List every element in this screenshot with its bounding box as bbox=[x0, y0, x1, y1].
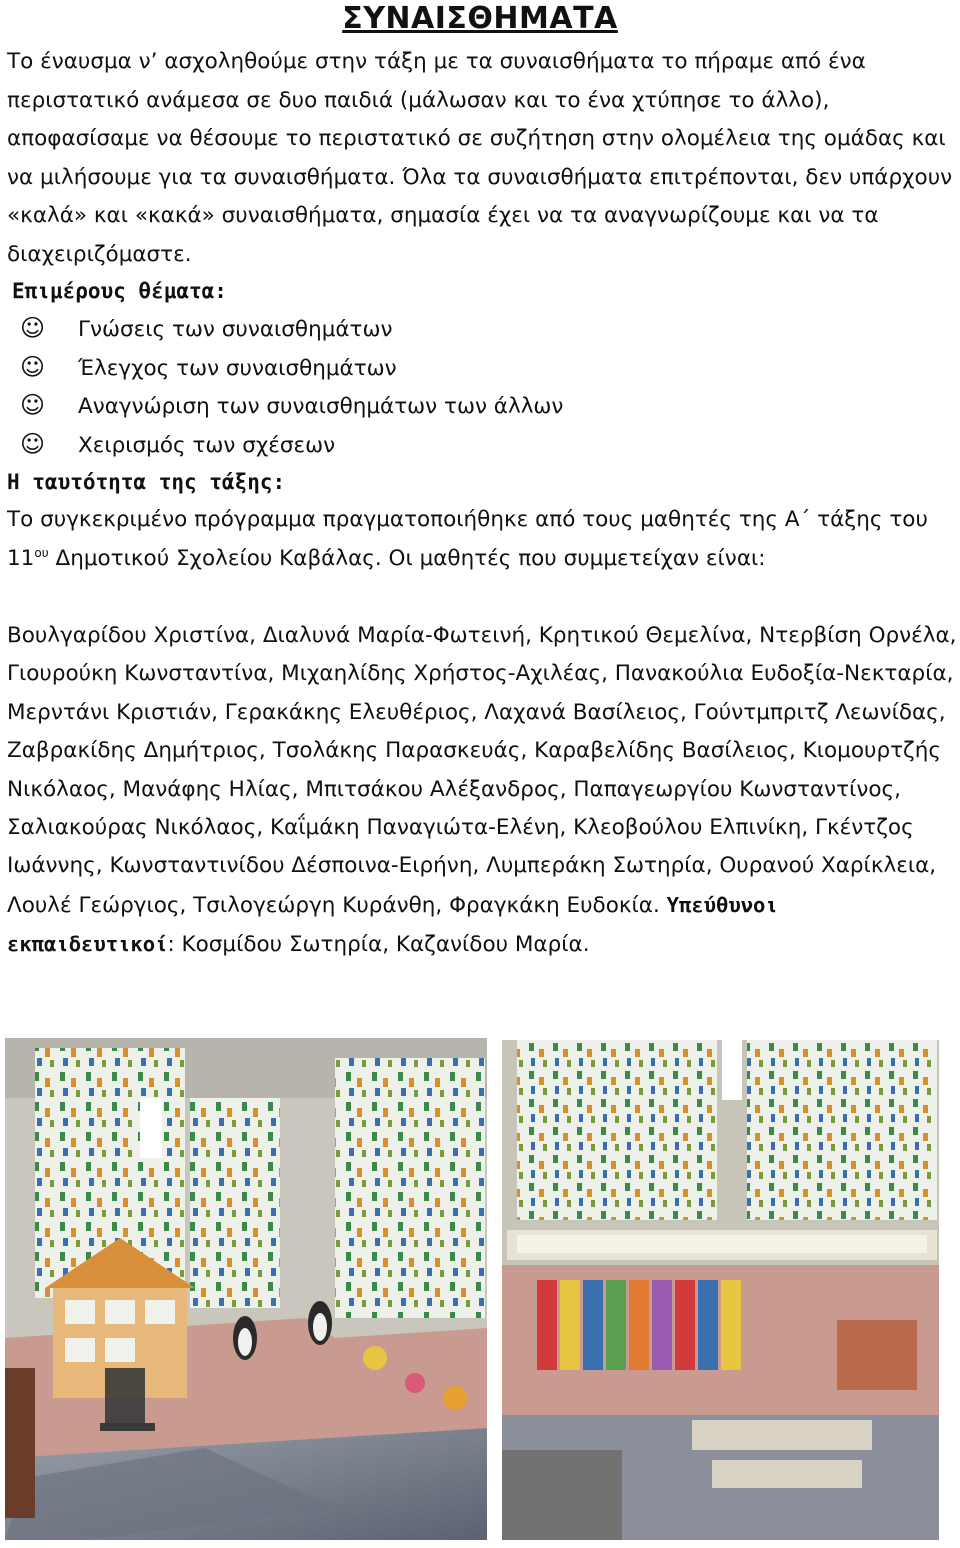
class-text-part: Το συγκεκριμένο πρόγραμμα πραγματοποιήθηκε από τους μαθητές της Α΄ τάξης του 11 bbox=[7, 507, 928, 571]
subtopic-label: Γνώσεις των συναισθημάτων bbox=[78, 317, 393, 342]
students-paragraph bbox=[7, 617, 957, 965]
intro-paragraph: Το έναυσμα ν’ ασχοληθούμε στην τάξη με τα συναισθήματα το πήραμε από ένα περιστατικό ανάμεσα σε δυο παιδιά (μάλωσαν και το ένα χτύπησε το άλλο), αποφασίσαμε να θέσουμε το περιστατικό σε συζήτηση στην ολομέλεια της ομάδας και να μιλήσουμε για τα συναισθήματα. Όλα τα συναισθήματα επιτρέπονται, δεν υπάρχουν «καλά» και «κακά» συναισθήματα, σημασία έχει να τα αναγνωρίζουμε και να τα διαχειριζόμαστε. bbox=[7, 49, 953, 267]
subtopics-heading: Επιμέρους θέματα: bbox=[12, 279, 227, 303]
subtopic-item bbox=[20, 425, 563, 464]
students-list: Βουλγαρίδου Χριστίνα, Διαλυνά Μαρία-Φωτεινή, Κρητικού Θεμελίνα, Ντερβίση Ορνέλα, Γιουρούκη Κωνσταντίνα, Μιχαηλίδης Χρήστος-Αχιλέας, Πανακούλια Ευδοξία-Νεκταρία, Μερντάνι Κριστιάν, Γερακάκης Ελευθέριος, Λαχανά Βασίλειος, Γούντμπριτζ Λεωνίδας, Ζαβρακίδης Δημήτριος, Τσολάκης Παρασκευάς, Καραβελίδης Βασίλειος, Κιομουρτζής Νικόλαος, Μανάφης Ηλίας, Μπιτσάκου Αλέξανδρος, Παπαγεωργίου Κωνσταντίνος, Σαλιακούρας Νικόλαος, Καΐμάκη Παναγιώτα-Ελένη, Κλεοβούλου Ελπινίκη, Γκέντζος Ιωάννης, Κωνσταντινίδου Δέσποινα-Ειρήνη, Λυμπεράκη Σωτηρία, Ουρανού Χαρίκλεια, Λουλέ Γεώργιος, Τσιλογεώργη Κυράνθη, Φραγκάκη Ευδοκία. bbox=[7, 623, 957, 918]
smiley-icon: ☺ bbox=[20, 391, 46, 419]
classroom-photo-left bbox=[5, 1038, 487, 1540]
subtopic-label: Έλεγχος των συναισθημάτων bbox=[78, 355, 397, 381]
page-title: ΣΥΝΑΙΣΘΗΜΑΤΑ bbox=[342, 1, 618, 36]
ordinal-suffix: ου bbox=[34, 545, 49, 560]
classroom-photo-right bbox=[502, 1040, 939, 1540]
subtopic-item bbox=[20, 348, 563, 387]
subtopic-item bbox=[20, 309, 563, 348]
teachers-label: Υπεύθυνοι εκπαιδευτικοί bbox=[7, 892, 778, 957]
class-identity-heading: Η ταυτότητα της τάξης: bbox=[7, 470, 286, 494]
subtopics-list bbox=[20, 309, 563, 463]
smiley-icon: ☺ bbox=[20, 314, 46, 342]
smiley-icon: ☺ bbox=[20, 352, 46, 381]
subtopic-label: Χειρισμός των σχέσεων bbox=[78, 432, 336, 458]
class-text-part: Δημοτικού Σχολείου Καβάλας. Οι μαθητές που συμμετείχαν είναι: bbox=[48, 545, 766, 571]
subtopic-item bbox=[20, 386, 563, 425]
smiley-icon: ☺ bbox=[20, 429, 46, 458]
classroom-photo-right-drawing bbox=[502, 1040, 939, 1540]
subtopic-label: Αναγνώριση των συναισθημάτων των άλλων bbox=[78, 394, 564, 419]
teachers-names: : Κοσμίδου Σωτηρία, Καζανίδου Μαρία. bbox=[167, 932, 590, 958]
class-identity-text bbox=[7, 501, 953, 578]
classroom-photo-left-drawing bbox=[5, 1038, 487, 1540]
